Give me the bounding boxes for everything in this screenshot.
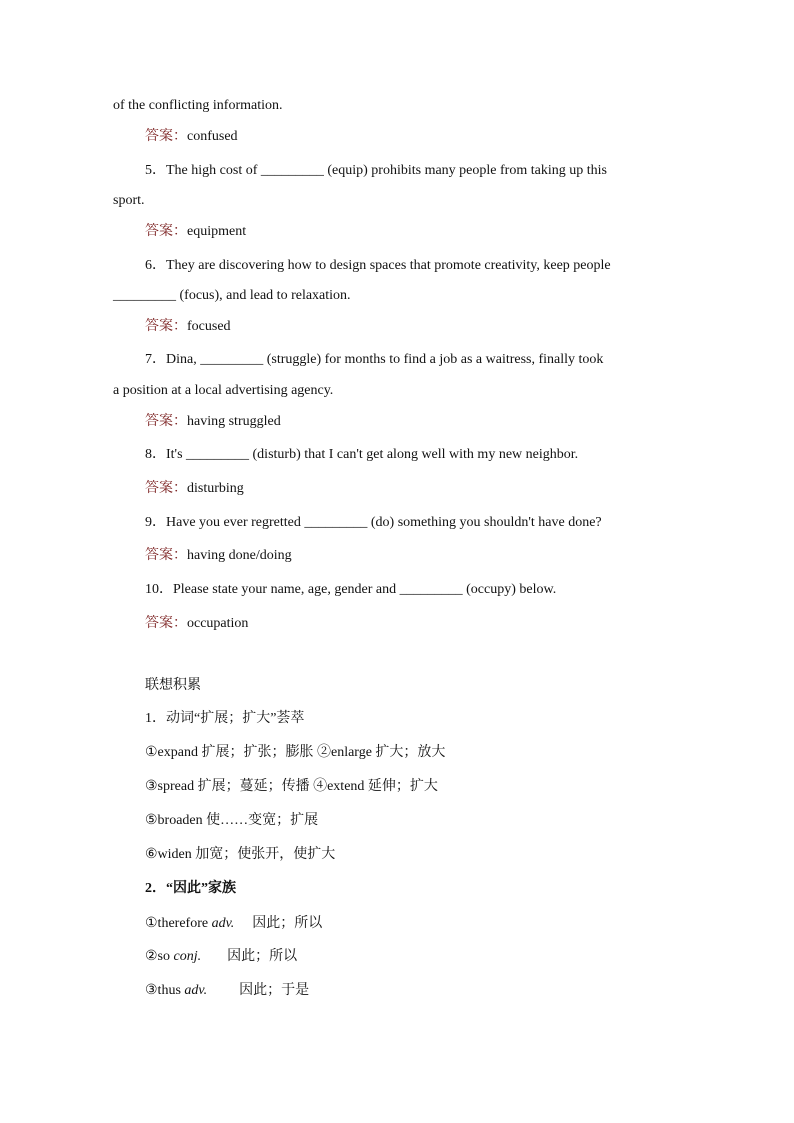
part-of-speech: conj. xyxy=(173,949,202,964)
q9-answer-row xyxy=(145,547,292,565)
q10-answer-row xyxy=(145,615,248,633)
answer-label: 答案： xyxy=(145,548,187,563)
q8-answer: disturbing xyxy=(187,481,244,496)
q6-line-2: _________ (focus), and lead to relaxation. xyxy=(113,288,351,303)
meaning: 因此；所以 xyxy=(252,916,323,931)
q7-answer: having struggled xyxy=(187,414,281,429)
q7-line-2: a position at a local advertising agency. xyxy=(113,383,334,398)
answer-label: 答案： xyxy=(145,616,187,631)
q5-answer: equipment xyxy=(187,224,247,239)
group-1-item: ⑤broaden 使……变宽；扩展 xyxy=(145,813,319,828)
word: ②so xyxy=(145,949,174,964)
section-title: 联想积累 xyxy=(145,678,201,693)
q7-answer-row xyxy=(145,413,281,431)
q9-line: 9．Have you ever regretted _________ (do) something you shouldn't have done? xyxy=(145,515,602,530)
q4-answer: confused xyxy=(187,129,238,144)
q8-line: 8．It's _________ (disturb) that I can't get along well with my new neighbor. xyxy=(145,447,579,462)
answer-label: 答案： xyxy=(145,129,187,144)
part-of-speech: adv. xyxy=(184,983,208,998)
answer-label: 答案： xyxy=(145,319,187,334)
meaning: 因此；所以 xyxy=(227,949,298,964)
part-of-speech: adv. xyxy=(211,916,235,931)
q6-line-1: 6．They are discovering how to design spaces that promote creativity, keep people xyxy=(145,258,611,273)
q6-answer: focused xyxy=(187,319,231,334)
group-1-item: ③spread 扩展；蔓延；传播 ④extend 延伸；扩大 xyxy=(145,779,438,794)
group-2-title: 2．“因此”家族 xyxy=(145,881,236,896)
q9-answer: having done/doing xyxy=(187,548,292,563)
word: ③thus xyxy=(145,983,185,998)
answer-label: 答案： xyxy=(145,224,187,239)
q10-answer: occupation xyxy=(187,616,249,631)
q7-line-1: 7．Dina, _________ (struggle) for months to find a job as a waitress, finally took xyxy=(145,352,604,367)
q5-answer-row xyxy=(145,223,246,241)
group-1-item: ①expand 扩展；扩张；膨胀 ②enlarge 扩大；放大 xyxy=(145,745,446,760)
group-2-item xyxy=(145,982,309,1000)
group-1-title: 1．动词“扩展；扩大”荟萃 xyxy=(145,711,305,726)
group-2-item xyxy=(145,915,322,933)
group-2-item xyxy=(145,948,297,966)
answer-label: 答案： xyxy=(145,481,187,496)
q10-line: 10．Please state your name, age, gender and _________ (occupy) below. xyxy=(145,582,557,597)
q5-line-1: 5．The high cost of _________ (equip) prohibits many people from taking up this xyxy=(145,163,607,178)
q5-line-2: sport. xyxy=(113,193,145,208)
q6-answer-row xyxy=(145,318,231,336)
group-1-item: ⑥widen 加宽；使张开，使扩大 xyxy=(145,847,336,862)
meaning: 因此；于是 xyxy=(239,983,310,998)
answer-label: 答案： xyxy=(145,414,187,429)
q4-tail-text: of the conflicting information. xyxy=(113,98,283,113)
q8-answer-row xyxy=(145,480,244,498)
word: ①therefore xyxy=(145,916,212,931)
q4-answer-row xyxy=(145,128,238,146)
